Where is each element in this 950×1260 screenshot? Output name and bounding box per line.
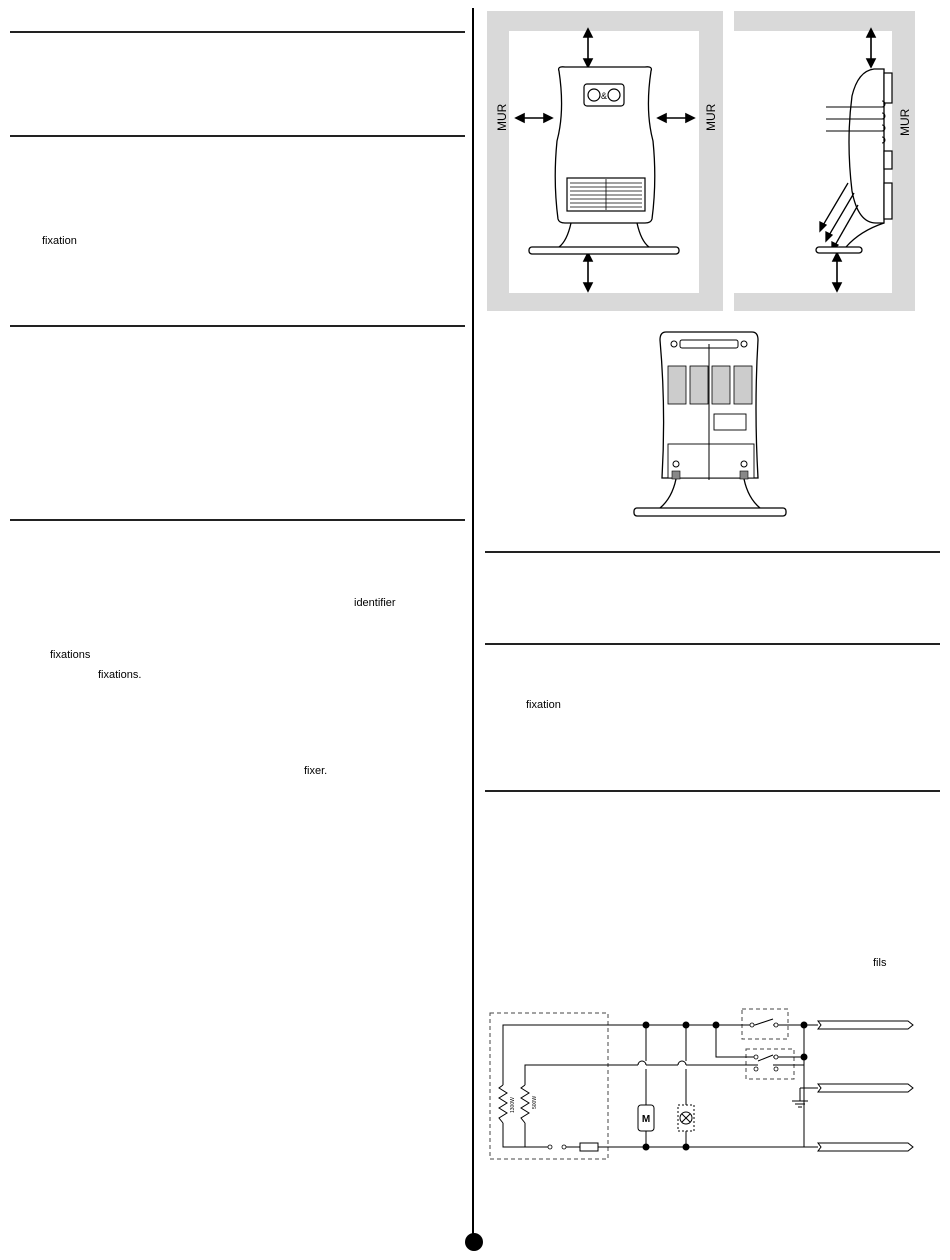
right-section-rule-3 [485, 790, 940, 792]
left-word-fixations: fixations [50, 649, 91, 661]
left-section-rule-1 [10, 31, 465, 33]
left-section-rule-2 [10, 135, 465, 137]
wall-label-side: MUR [898, 108, 912, 136]
column-divider [472, 8, 474, 1238]
left-section-rule-3 [10, 325, 465, 327]
right-word-fixation: fixation [526, 699, 561, 711]
rear-view-figure [630, 328, 790, 520]
right-word-fils: fils [873, 957, 887, 969]
wall-label-right: MUR [704, 103, 718, 131]
page-marker [465, 1233, 483, 1251]
svg-text:&: & [600, 91, 608, 101]
clearance-front-figure [487, 11, 723, 311]
left-word-fixation: fixation [42, 235, 77, 247]
resistor-1-rating: 1300W [510, 1097, 516, 1113]
resistor-2-rating: 500W [532, 1095, 538, 1109]
left-word-fixations-period: fixations. [98, 669, 142, 681]
right-section-rule-2 [485, 643, 940, 645]
left-word-identifier: identifier [354, 597, 396, 609]
left-section-rule-4 [10, 519, 465, 521]
motor-symbol: M [641, 1114, 651, 1125]
right-section-rule-1 [485, 551, 940, 553]
wiring-diagram [488, 1005, 918, 1165]
left-word-fixer: fixer. [304, 765, 328, 777]
clearance-side-figure [734, 11, 915, 311]
wall-label-left: MUR [495, 103, 509, 131]
